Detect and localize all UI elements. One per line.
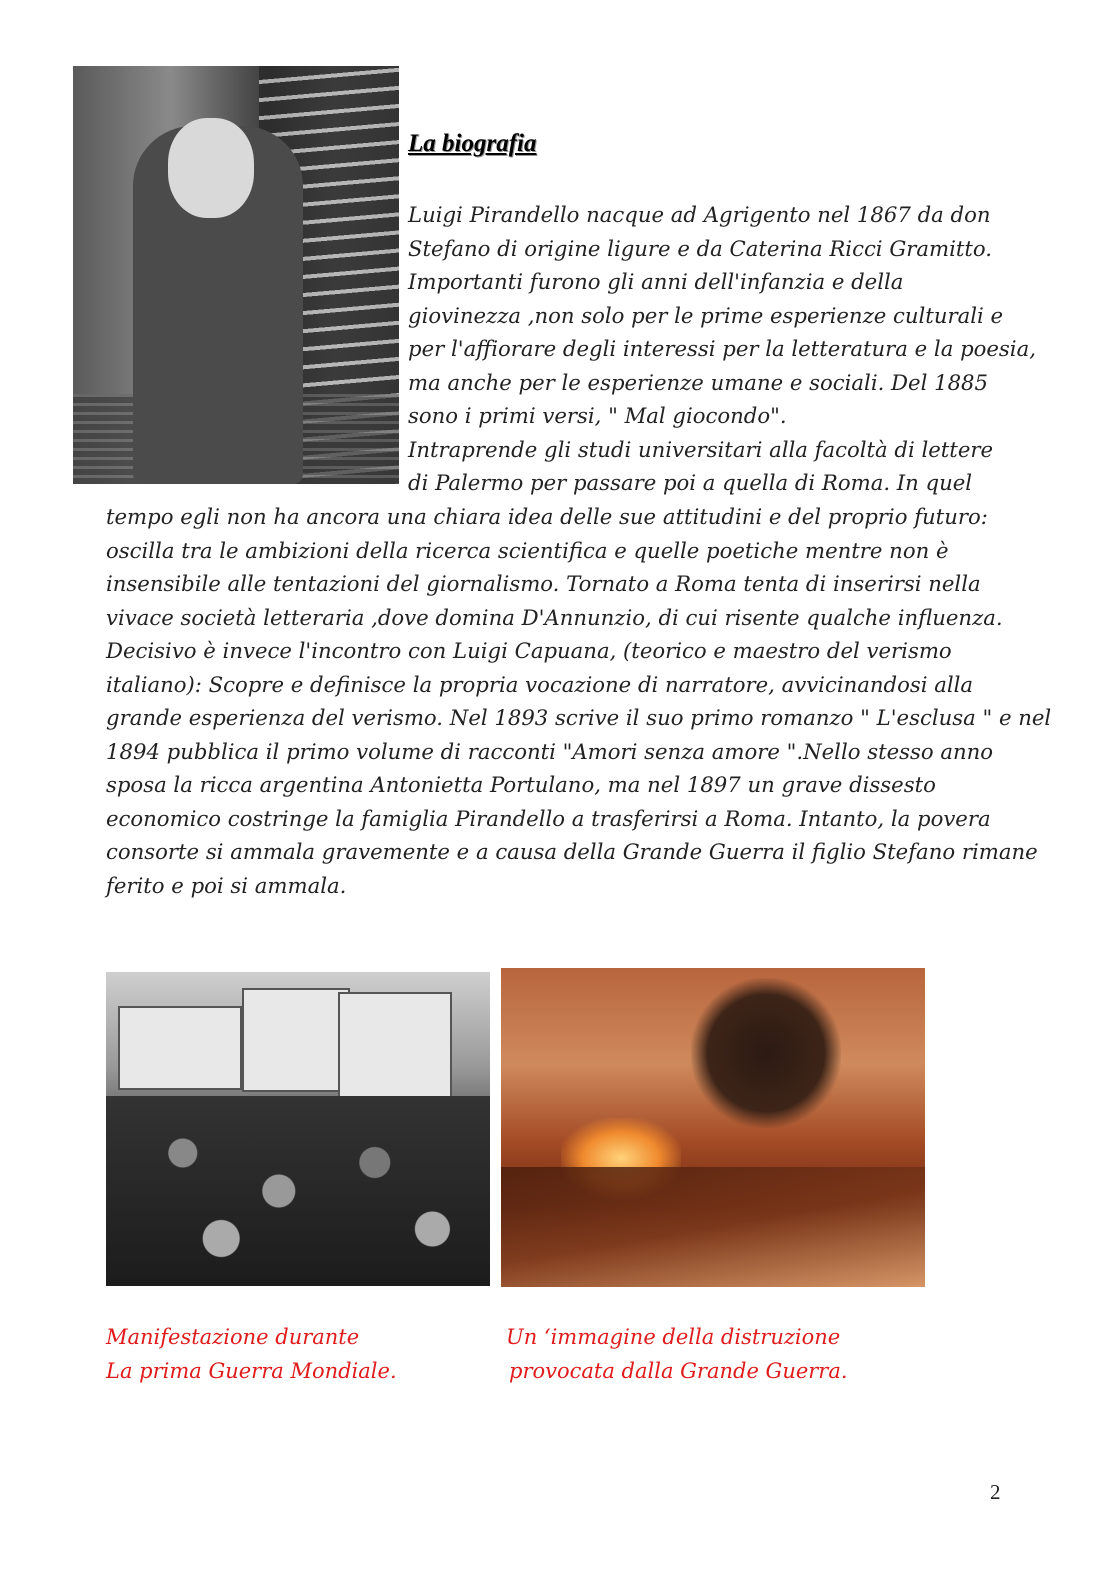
caption-war	[506, 1320, 848, 1388]
battlefield-graphic	[501, 1167, 925, 1287]
page-number: 2	[990, 1480, 1001, 1504]
bio-line: tempo egli non ha ancora una chiara idea delle sue attitudini e del proprio futuro:	[106, 504, 988, 529]
bio-line: Luigi Pirandello nacque ad Agrigento nel 1867 da don	[408, 202, 991, 227]
caption-line: La prima Guerra Mondiale.	[106, 1359, 397, 1383]
bio-line: vivace società letteraria ,dove domina D'Annunzio, di cui risente qualche influenza.	[106, 604, 1003, 630]
bio-line: Intraprende gli studi universitari alla facoltà di lettere	[408, 436, 994, 462]
bio-line: Decisivo è invece l'incontro con Luigi Capuana, (teorico e maestro del verismo	[106, 638, 952, 663]
bio-line: Stefano di origine ligure e da Caterina Ricci Gramitto.	[408, 235, 993, 261]
bio-line: sono i primi versi, " Mal giocondo".	[408, 403, 787, 428]
head-graphic	[168, 118, 254, 218]
bio-line: economico costringe la famiglia Pirandello a trasferirsi a Roma. Intanto, la povera	[106, 805, 991, 831]
crowd-graphic	[106, 1096, 490, 1286]
bio-line: oscilla tra le ambizioni della ricerca scientifica e quelle poetiche mentre non è	[106, 537, 949, 563]
bio-line: consorte si ammala gravemente e a causa della Grande Guerra il figlio Stefano rimane	[106, 839, 1038, 864]
protest-sign-graphic	[118, 1006, 242, 1090]
bio-line: di Palermo per passare poi a quella di Roma. In quel	[408, 470, 973, 495]
bio-paragraph-top	[408, 198, 1036, 500]
bio-paragraph-bottom	[106, 500, 1052, 902]
bio-line: italiano): Scopre e definisce la propria vocazione di narratore, avvicinandosi alla	[106, 671, 974, 697]
caption-demonstration	[106, 1320, 397, 1388]
demonstration-photo	[106, 972, 490, 1286]
bio-line: sposa la ricca argentina Antonietta Portulano, ma nel 1897 un grave dissesto	[106, 772, 936, 797]
caption-line: Manifestazione durante	[106, 1325, 360, 1349]
bio-line: ferito e poi si ammala.	[106, 872, 347, 898]
bio-line: insensibile alle tentazioni del giornalismo. Tornato a Roma tenta di inserirsi nella	[106, 571, 981, 596]
bio-line: giovinezza ,non solo per le prime esperienze culturali e	[408, 302, 1004, 328]
bio-line: per l'affiorare degli interessi per la letteratura e la poesia,	[408, 336, 1036, 361]
bio-line: Importanti furono gli anni dell'infanzia e della	[408, 269, 904, 294]
bio-line: 1894 pubblica il primo volume di racconti "Amori senza amore ".Nello stesso anno	[106, 738, 994, 764]
protest-sign-graphic	[242, 988, 350, 1092]
smoke-graphic	[691, 978, 841, 1128]
bio-line: ma anche per le esperienze umane e sociali. Del 1885	[408, 369, 989, 395]
caption-line: provocata dalla Grande Guerra.	[509, 1359, 848, 1383]
pirandello-portrait-photo	[73, 66, 399, 484]
bio-line: grande esperienza del verismo. Nel 1893 scrive il suo primo romanzo " L'esclusa " e nel	[106, 705, 1052, 730]
section-heading: La biografia	[408, 130, 537, 157]
war-destruction-image	[501, 968, 925, 1287]
caption-line: Un ‘immagine della distruzione	[506, 1325, 841, 1349]
